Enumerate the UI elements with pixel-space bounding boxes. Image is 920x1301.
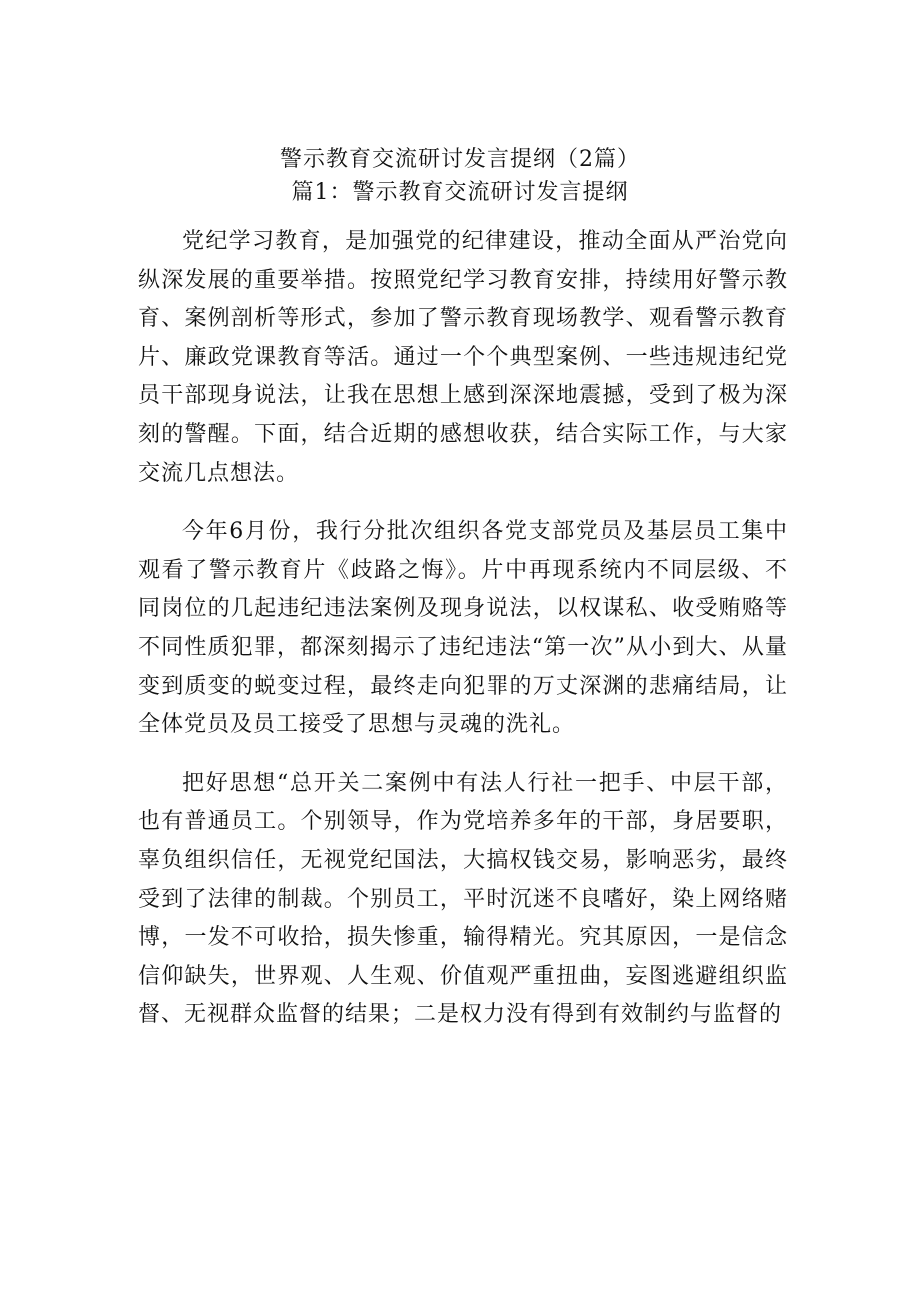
- document-title: 警示教育交流研讨发言提纲（2篇）: [280, 147, 640, 172]
- paragraph-3: 把好思想“总开关二案例中有法人行社一把手、中层干部，也有普通员工。个别领导，作为党培养多年的干部，身居要职，辜负组织信任，无视党纪国法，大搞权钱交易，影响恶劣，最终受到了法律的制裁。个别员工，平时沉迷不良嗜好，染上网络赌博，一发不可收拾，损失惨重，输得精光。究其原因，一是信念信仰缺失，世界观、人生观、价值观严重扭曲，妄图逃避组织监督、无视群众监督的结果；二是权力没有得到有效制约与监督的: [138, 770, 788, 1028]
- document-body: [138, 223, 788, 1055]
- document-subtitle: 篇1：警示教育交流研讨发言提纲: [291, 180, 629, 205]
- paragraph-2: 今年6月份，我行分批次组织各党支部党员及基层员工集中观看了警示教育片《歧路之悔》。片中再现系统内不同层级、不同岗位的几起违纪违法案例及现身说法，以权谋私、收受贿赂等不同性质犯罪，都深刻揭示了违纪违法“第一次”从小到大、从量变到质变的蜕变过程，最终走向犯罪的万丈深渊的悲痛结局，让全体党员及员工接受了思想与灵魂的洗礼。: [138, 519, 788, 738]
- paragraph-1: 党纪学习教育，是加强党的纪律建设，推动全面从严治党向纵深发展的重要举措。按照党纪学习教育安排，持续用好警示教育、案例剖析等形式，参加了警示教育现场教学、观看警示教育片、廉政党课教育等活。通过一个个典型案例、一些违规违纪党员干部现身说法，让我在思想上感到深深地震撼，受到了极为深刻的警醒。下面，结合近期的感想收获，结合实际工作，与大家交流几点想法。: [138, 229, 788, 486]
